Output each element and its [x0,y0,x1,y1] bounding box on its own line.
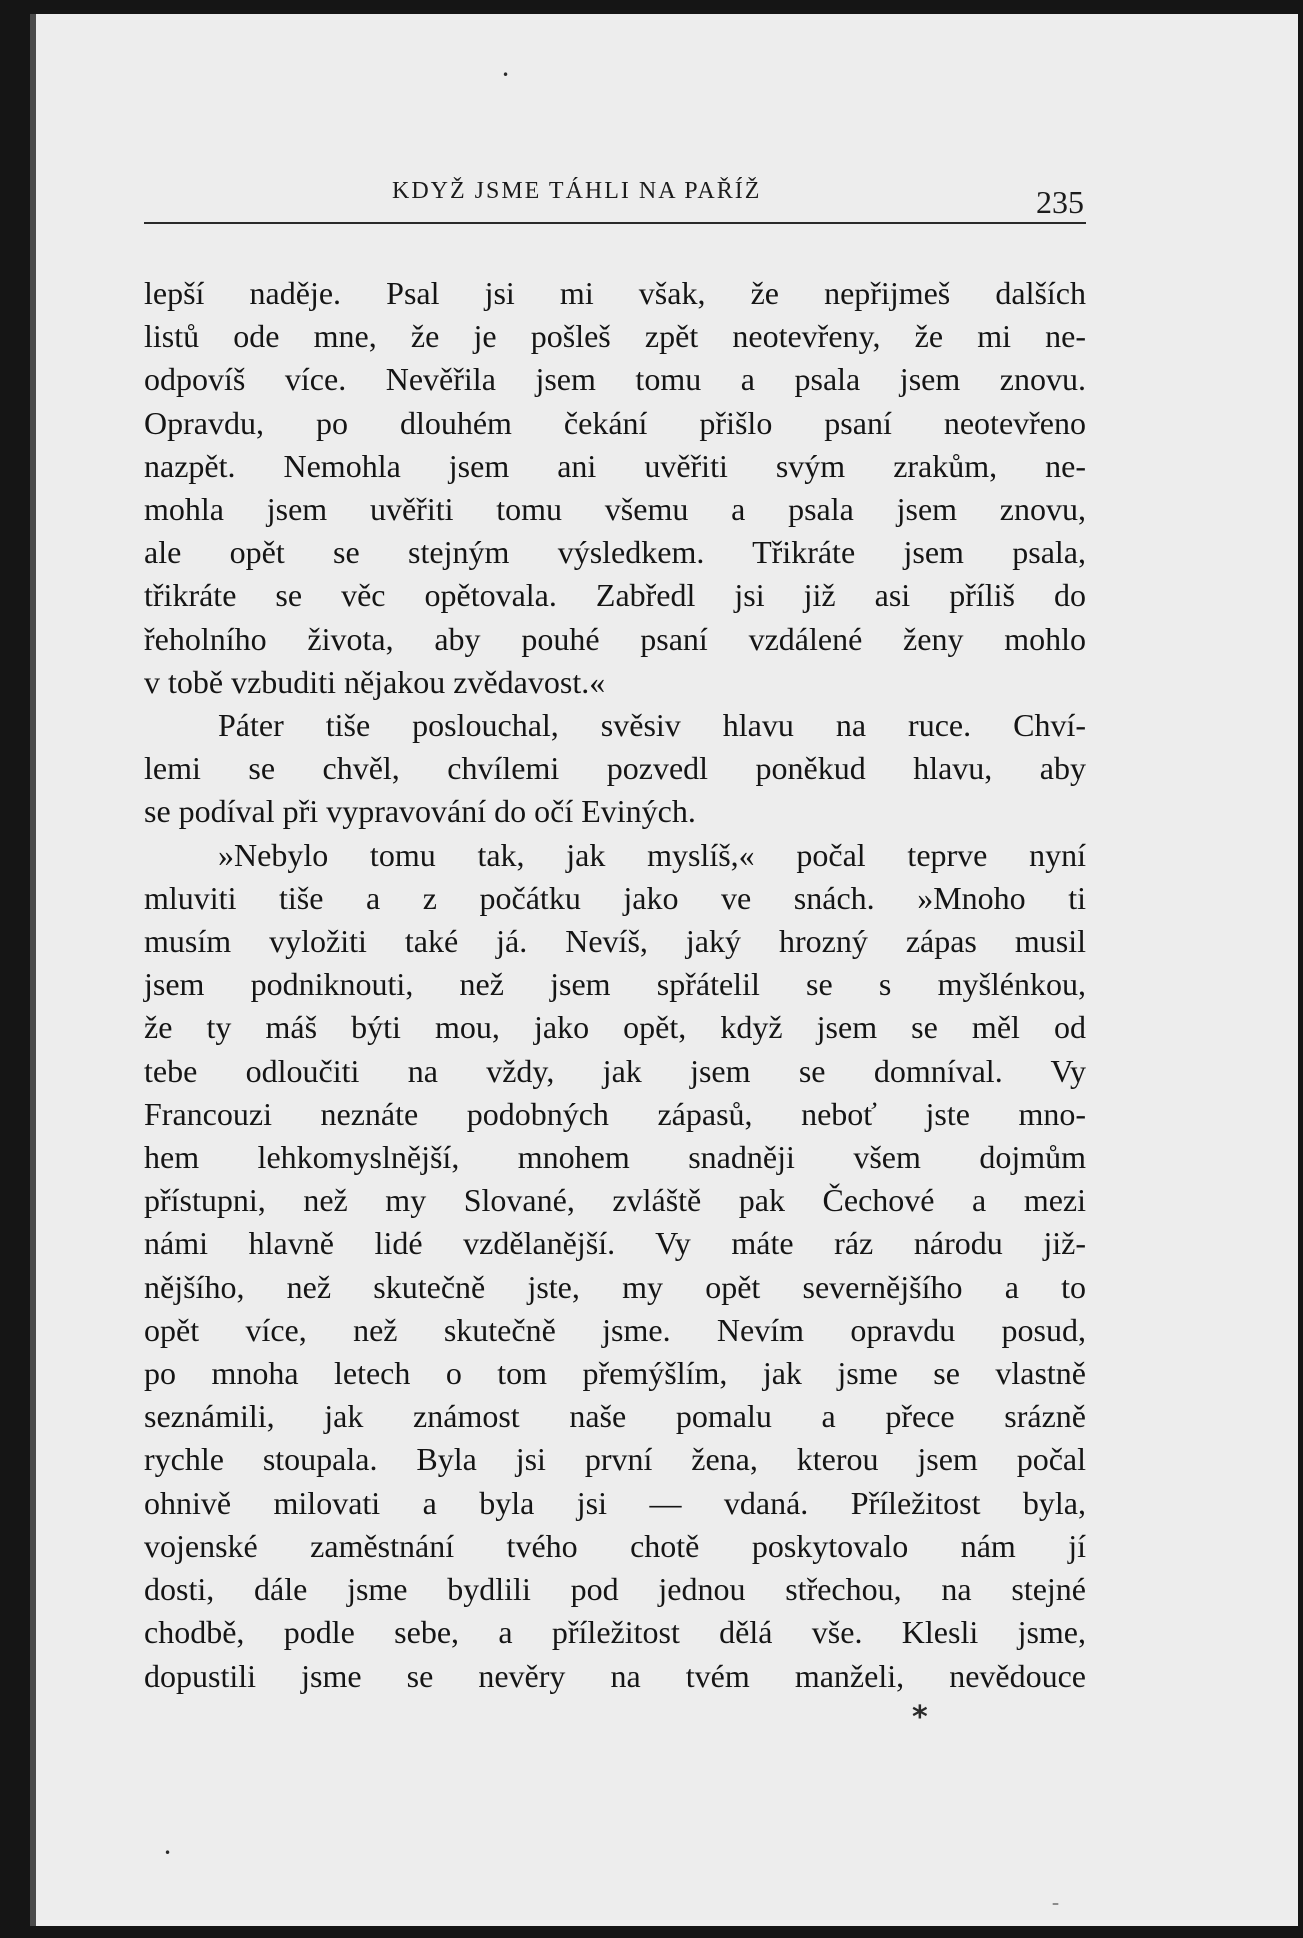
text-line: dosti, dále jsme bydlili pod jednou střechou, na stejné [144,1571,1086,1608]
running-title: KDYŽ JSME TÁHLI NA PAŘÍŽ [392,178,762,204]
speck: • [502,68,510,82]
text-line: listů ode mne, že je pošleš zpět neotevřeny, že mi ne- [144,318,1086,355]
text-line: nějšího, než skutečně jste, my opět severnějšího a to [144,1268,1086,1305]
text-line: dopustili jsme se nevěry na tvém manželi, nevědouce [144,1657,1086,1694]
text-line: opět více, než skutečně jsme. Nevím opravdu posud, [144,1311,1086,1348]
page-header [36,164,1298,234]
text-line: ohnivě milovati a byla jsi — vdaná. Příležitost byla, [144,1484,1086,1521]
speck: • [164,1846,172,1860]
text-line: námi hlavně lidé vzdělanější. Vy máte ráz národu již- [144,1225,1086,1262]
text-line: v tobě vzbuditi nějakou zvědavost.« [144,663,606,700]
text-line: »Nebylo tomu tak, jak myslíš,« počal teprve nyní [218,836,1086,873]
book-page [30,14,1298,1926]
text-line: vojenské zaměstnání tvého chotě poskytovalo nám jí [144,1527,1086,1564]
text-line: po mnoha letech o tom přemýšlím, jak jsme se vlastně [144,1355,1086,1392]
signature-mark: * [912,1700,928,1735]
text-line: mohla jsem uvěřiti tomu všemu a psala jsem znovu, [144,491,1086,528]
text-line: seznámili, jak známost naše pomalu a přece srázně [144,1398,1086,1435]
text-line: odpovíš více. Nevěřila jsem tomu a psala jsem znovu. [144,361,1086,398]
text-line: jsem podniknouti, než jsem spřátelil se s myšlénkou, [144,966,1086,1003]
text-line: hem lehkomyslnější, mnohem snadněji všem dojmům [144,1139,1086,1176]
text-line: přístupni, než my Slované, zvláště pak Čechové a mezi [144,1182,1086,1219]
body-text [144,272,1086,1698]
speck: – [1052,1896,1059,1912]
page-number: 235 [1036,184,1084,220]
text-line: řeholního života, aby pouhé psaní vzdálené ženy mohlo [144,620,1086,657]
text-line: že ty máš býti mou, jako opět, když jsem se měl od [144,1009,1086,1046]
text-line: lepší naděje. Psal jsi mi však, že nepřijmeš dalších [144,275,1086,311]
text-line: ale opět se stejným výsledkem. Třikráte jsem psala, [144,534,1086,571]
text-line: nazpět. Nemohla jsem ani uvěřiti svým zrakům, ne- [144,447,1086,484]
text-line: Páter tiše poslouchal, svěsiv hlavu na ruce. Chví- [218,707,1086,744]
text-line: rychle stoupala. Byla jsi první žena, kterou jsem počal [144,1441,1086,1478]
text-line: mluviti tiše a z počátku jako ve snách. »Mnoho ti [144,879,1086,916]
text-line: Opravdu, po dlouhém čekání přišlo psaní neotevřeno [144,404,1086,441]
text-line: třikráte se věc opětovala. Zabředl jsi již asi příliš do [144,577,1086,614]
text-line: chodbě, podle sebe, a příležitost dělá vše. Klesli jsme, [144,1614,1086,1651]
text-line: se podíval při vypravování do očí Eviných. [144,793,696,830]
text-line: Francouzi neznáte podobných zápasů, neboť jste mno- [144,1095,1086,1132]
text-line: musím vyložiti také já. Nevíš, jaký hrozný zápas musil [144,923,1086,960]
text-line: lemi se chvěl, chvílemi pozvedl poněkud hlavu, aby [144,750,1086,787]
text-line: tebe odloučiti na vždy, jak jsem se domníval. Vy [144,1052,1086,1089]
header-rule [144,222,1086,224]
